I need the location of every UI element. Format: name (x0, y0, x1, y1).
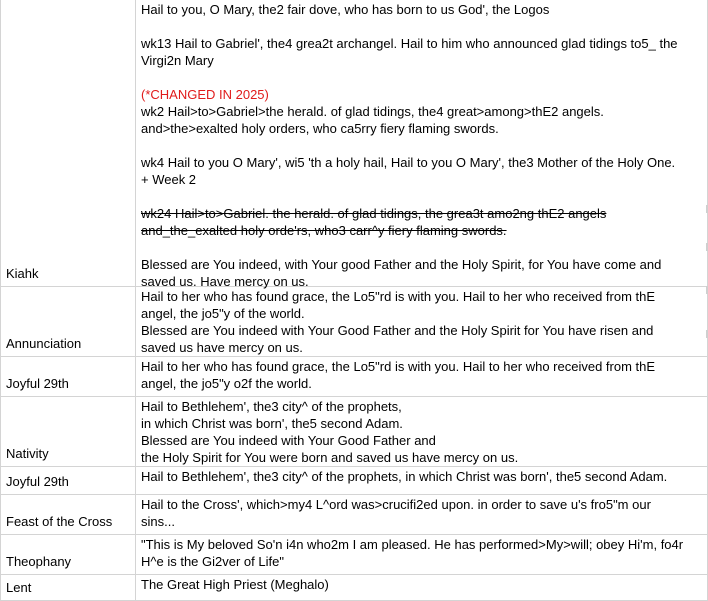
row-label-cell[interactable]: Kiahk (6, 266, 39, 281)
struck-text-line: wk24 Hail>to>Gabriel. the herald. of glad tidings, the grea3t amo2ng thE2 angels (141, 206, 607, 221)
text-line: saved us. Have mercy on us. (141, 274, 309, 289)
row-label-cell[interactable]: Theophany (6, 554, 72, 569)
text-line: wk2 Hail>to>Gabriel>the herald. of glad tidings, the4 great>among>thE2 angels. (141, 104, 604, 119)
table-row[interactable] (0, 575, 708, 601)
row-label-cell[interactable]: Annunciation (6, 336, 82, 351)
text-line: in which Christ was born', the5 second Adam. (141, 416, 403, 431)
blank-line (141, 188, 701, 205)
text-line: angel, the jo5"y of the world. (141, 306, 305, 321)
blank-line (141, 137, 701, 154)
text-line: The Great High Priest (Meghalo) (141, 577, 329, 592)
blank-line (141, 239, 701, 256)
text-line: Hail to you, O Mary, the2 fair dove, who has born to us God', the Logos (141, 2, 550, 17)
hymn-text-cell[interactable] (141, 398, 701, 466)
hymn-text-cell[interactable] (141, 496, 701, 530)
struck-text-line: and_the_exalted holy orde'rs, who3 carr^y fiery flaming swords. (141, 223, 507, 238)
hymn-text-cell[interactable] (141, 536, 701, 570)
hymn-text-cell[interactable] (141, 288, 701, 356)
text-line: Hail to her who has found grace, the Lo5"rd is with you. Hail to her who received from thE (141, 289, 656, 304)
row-label-cell[interactable]: Joyful 29th (6, 376, 69, 391)
text-line: Blessed are You indeed with Your Good Father and (141, 433, 436, 448)
text-line: wk13 Hail to Gabriel', the4 grea2t archangel. Hail to him who announced glad tidings to5_ the (141, 36, 678, 51)
table-row[interactable] (0, 535, 708, 575)
text-line: H^e is the Gi2ver of Life" (141, 554, 284, 569)
hymn-text-cell[interactable] (141, 468, 701, 485)
table-row[interactable] (0, 0, 708, 287)
text-line: + Week 2 (141, 172, 197, 187)
text-line: Hail to Bethlehem', the3 city^ of the prophets, (141, 399, 402, 414)
text-line: "This is My beloved So'n i4n who2m I am pleased. He has performed>My>will; obey Hi'm, fo4r (141, 537, 684, 552)
text-line: Hail to Bethlehem', the3 city^ of the prophets, in which Christ was born', the5 second Adam. (141, 469, 668, 484)
table-row[interactable] (0, 467, 708, 495)
text-line: Virgi2n Mary (141, 53, 214, 68)
table-row[interactable] (0, 397, 708, 467)
text-line: and>the>exalted holy orders, who ca5rry fiery flaming swords. (141, 121, 499, 136)
text-line: wk4 Hail to you O Mary', wi5 'th a holy hail, Hail to you O Mary', the3 Mother of the Holy One. (141, 155, 676, 170)
text-line: Hail to the Cross', which>my4 L^ord was>crucifi2ed upon. in order to save u's fro5"m our (141, 497, 651, 512)
blank-line (141, 18, 701, 35)
table-row[interactable] (0, 287, 708, 357)
row-label-cell[interactable]: Lent (6, 580, 32, 595)
text-line: sins... (141, 514, 175, 529)
table-row[interactable] (0, 495, 708, 535)
row-label-cell[interactable]: Feast of the Cross (6, 514, 113, 529)
row-label-cell[interactable]: Nativity (6, 446, 49, 461)
row-label-cell[interactable]: Joyful 29th (6, 474, 69, 489)
text-line: Blessed are You indeed with Your Good Father and the Holy Spirit for You have risen and (141, 323, 654, 338)
text-line: angel, the jo5"y o2f the world. (141, 376, 312, 391)
hymn-text-cell[interactable] (141, 1, 701, 290)
hymn-text-cell[interactable] (141, 576, 701, 593)
hymn-text-cell[interactable] (141, 358, 701, 392)
text-line: Hail to her who has found grace, the Lo5"rd is with you. Hail to her who received from thE (141, 359, 656, 374)
changed-note: (*CHANGED IN 2025) (141, 87, 269, 102)
text-line: the Holy Spirit for You were born and saved us have mercy on us. (141, 450, 519, 465)
text-line: saved us have mercy on us. (141, 340, 303, 355)
blank-line (141, 69, 701, 86)
table-row[interactable] (0, 357, 708, 397)
text-line: Blessed are You indeed, with Your good Father and the Holy Spirit, for You have come and (141, 257, 662, 272)
